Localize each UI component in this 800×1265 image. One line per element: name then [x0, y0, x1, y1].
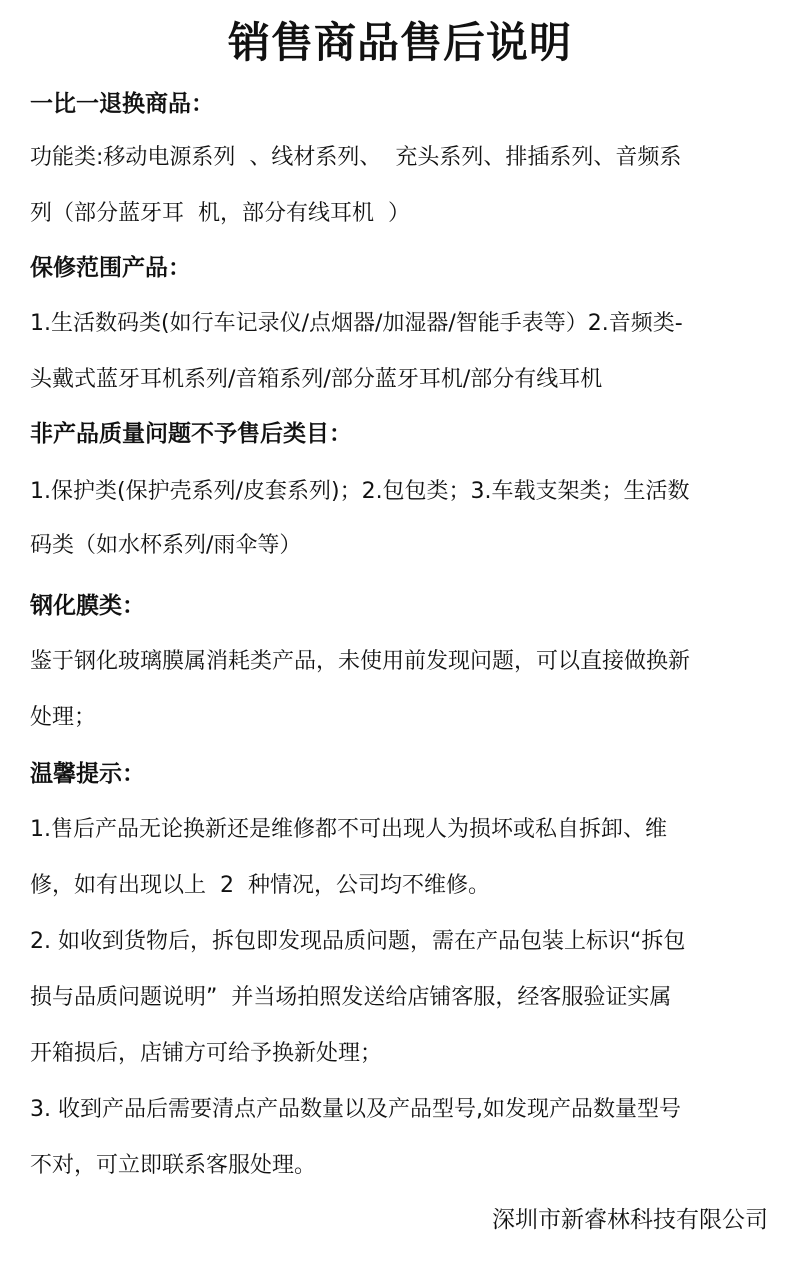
- section-line: 头戴式蓝牙耳机系列/音箱系列/部分蓝牙耳机/部分有线耳机: [30, 367, 603, 392]
- section-heading-tips: 温馨提示：: [30, 761, 145, 787]
- section-line: 损与品质问题说明” 并当场拍照发送给店铺客服，经客服验证实属: [30, 985, 672, 1010]
- section-line: 开箱损后，店铺方可给予换新处理；: [30, 1041, 383, 1066]
- section-line: 不对，可立即联系客服处理。: [30, 1153, 317, 1178]
- section-line: 码类（如水杯系列/雨伞等）: [30, 533, 302, 558]
- section-line: 鉴于钢化玻璃膜属消耗类产品，未使用前发现问题，可以直接做换新: [30, 649, 691, 674]
- section-heading-exchange: 一比一退换商品：: [30, 91, 214, 117]
- section-line: 1.售后产品无论换新还是维修都不可出现人为损坏或私自拆卸、维: [30, 817, 667, 842]
- section-heading-nonquality: 非产品质量问题不予售后类目：: [30, 421, 352, 447]
- page-title: 销售商品售后说明: [227, 18, 572, 67]
- section-line: 处理；: [30, 705, 97, 730]
- section-line: 3. 收到产品后需要清点产品数量以及产品型号,如发现产品数量型号: [30, 1097, 681, 1122]
- section-line: 1.保护类(保护壳系列/皮套系列)；2.包包类；3.车载支架类；生活数: [30, 479, 690, 504]
- company-signature: 深圳市新睿林科技有限公司: [492, 1207, 768, 1233]
- section-line: 功能类:移动电源系列 、线材系列、 充头系列、排插系列、音频系: [30, 145, 682, 170]
- section-heading-tempered-film: 钢化膜类：: [30, 593, 145, 619]
- section-line: 2. 如收到货物后，拆包即发现品质问题，需在产品包装上标识“拆包: [30, 929, 686, 954]
- section-line: 1.生活数码类(如行车记录仪/点烟器/加湿器/智能手表等）2.音频类-: [30, 311, 683, 336]
- section-line: 修，如有出现以上 2 种情况，公司均不维修。: [30, 873, 490, 898]
- section-heading-warranty: 保修范围产品：: [30, 255, 191, 281]
- section-line: 列（部分蓝牙耳 机，部分有线耳机 ）: [30, 201, 410, 226]
